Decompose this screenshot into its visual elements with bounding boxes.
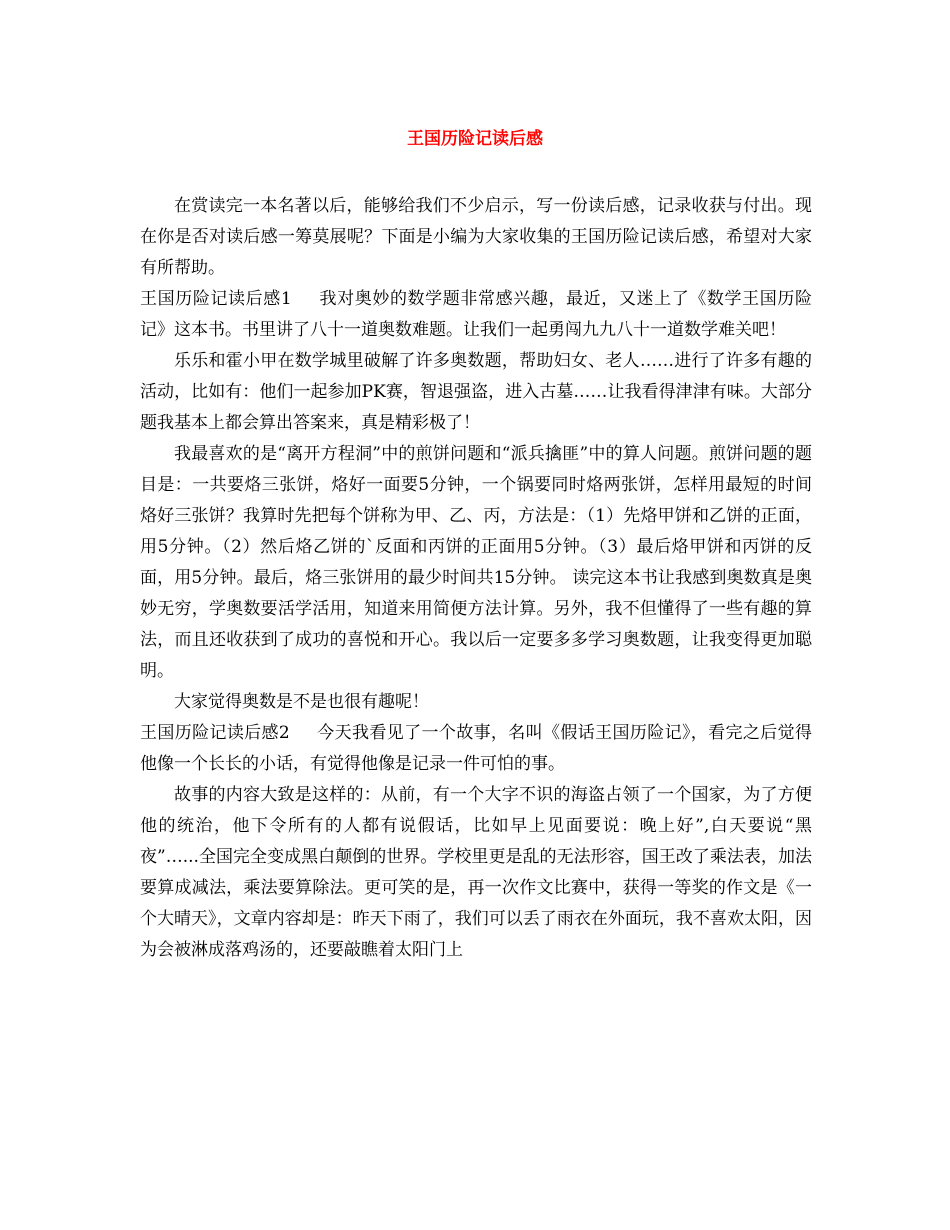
essay-2-paragraph-1: 今天我看见了一个故事，名叫《假话王国历险记》，看完之后觉得他像一个长长的小话，有觉得他像是记录一件可怕的事。 (140, 723, 812, 774)
essay-2-heading: 王国历险记读后感2 (140, 723, 290, 743)
essay-2-first-paragraph (140, 718, 812, 780)
essay-1-paragraph-3: 我最喜欢的是“离开方程洞”中的煎饼问题和“派兵擒匪”中的算人问题。煎饼问题的题目是：一共要烙三张饼，烙好一面要5分钟，一个锅要同时烙两张饼，怎样用最短的时间烙好三张饼？我算时先把每个饼称为甲、乙、丙，方法是：（1）先烙甲饼和乙饼的正面，用5分钟。（2）然后烙乙饼的`反面和丙饼的正面用5分钟。（3）最后烙甲饼和丙饼的反面，用5分钟。最后，烙三张饼用的最少时间共15分钟。 读完这本书让我感到奥数真是奥妙无穷，学奥数要活学活用，知道来用简便方法计算。另外，我不但懂得了一些有趣的算法，而且还收获到了成功的喜悦和开心。我以后一定要多多学习奥数题，让我变得更加聪明。 (140, 444, 812, 681)
document-title: 王国历险记读后感 (407, 129, 543, 149)
essay-1-first-paragraph (140, 284, 812, 346)
essay-1-heading: 王国历险记读后感1 (140, 289, 292, 309)
essay-1-paragraph-1: 我对奥妙的数学题非常感兴趣，最近，又迷上了《数学王国历险记》这本书。书里讲了八十一道奥数难题。让我们一起勇闯九九八十一道数学难关吧！ (140, 289, 812, 340)
essay-1-paragraph-2: 乐乐和霍小甲在数学城里破解了许多奥数题，帮助妇女、老人……进行了许多有趣的活动，比如有：他们一起参加PK赛，智退强盗，进入古墓……让我看得津津有味。大部分题我基本上都会算出答案来，真是精彩极了！ (140, 351, 812, 433)
essay-1-paragraph-4: 大家觉得奥数是不是也很有趣呢！ (174, 692, 429, 712)
document-body (140, 191, 812, 966)
intro-paragraph: 在赏读完一本名著以后，能够给我们不少启示，写一份读后感，记录收获与付出。现在你是否对读后感一筹莫展呢？下面是小编为大家收集的王国历险记读后感，希望对大家有所帮助。 (140, 196, 812, 278)
essay-2-paragraph-2: 故事的内容大致是这样的：从前，有一个大字不识的海盗占领了一个国家，为了方便他的统治，他下令所有的人都有说假话，比如早上见面要说：晚上好”,白天要说“黑夜”…...全国完全变成黑白颠倒的世界。学校里更是乱的无法形容，国王改了乘法表，加法要算成减法，乘法要算除法。更可笑的是，再一次作文比赛中，获得一等奖的作文是《一个大晴天》，文章内容却是：昨天下雨了，我们可以丢了雨衣在外面玩，我不喜欢太阳，因为会被淋成落鸡汤的，还要敲瞧着太阳门上 (140, 785, 812, 960)
